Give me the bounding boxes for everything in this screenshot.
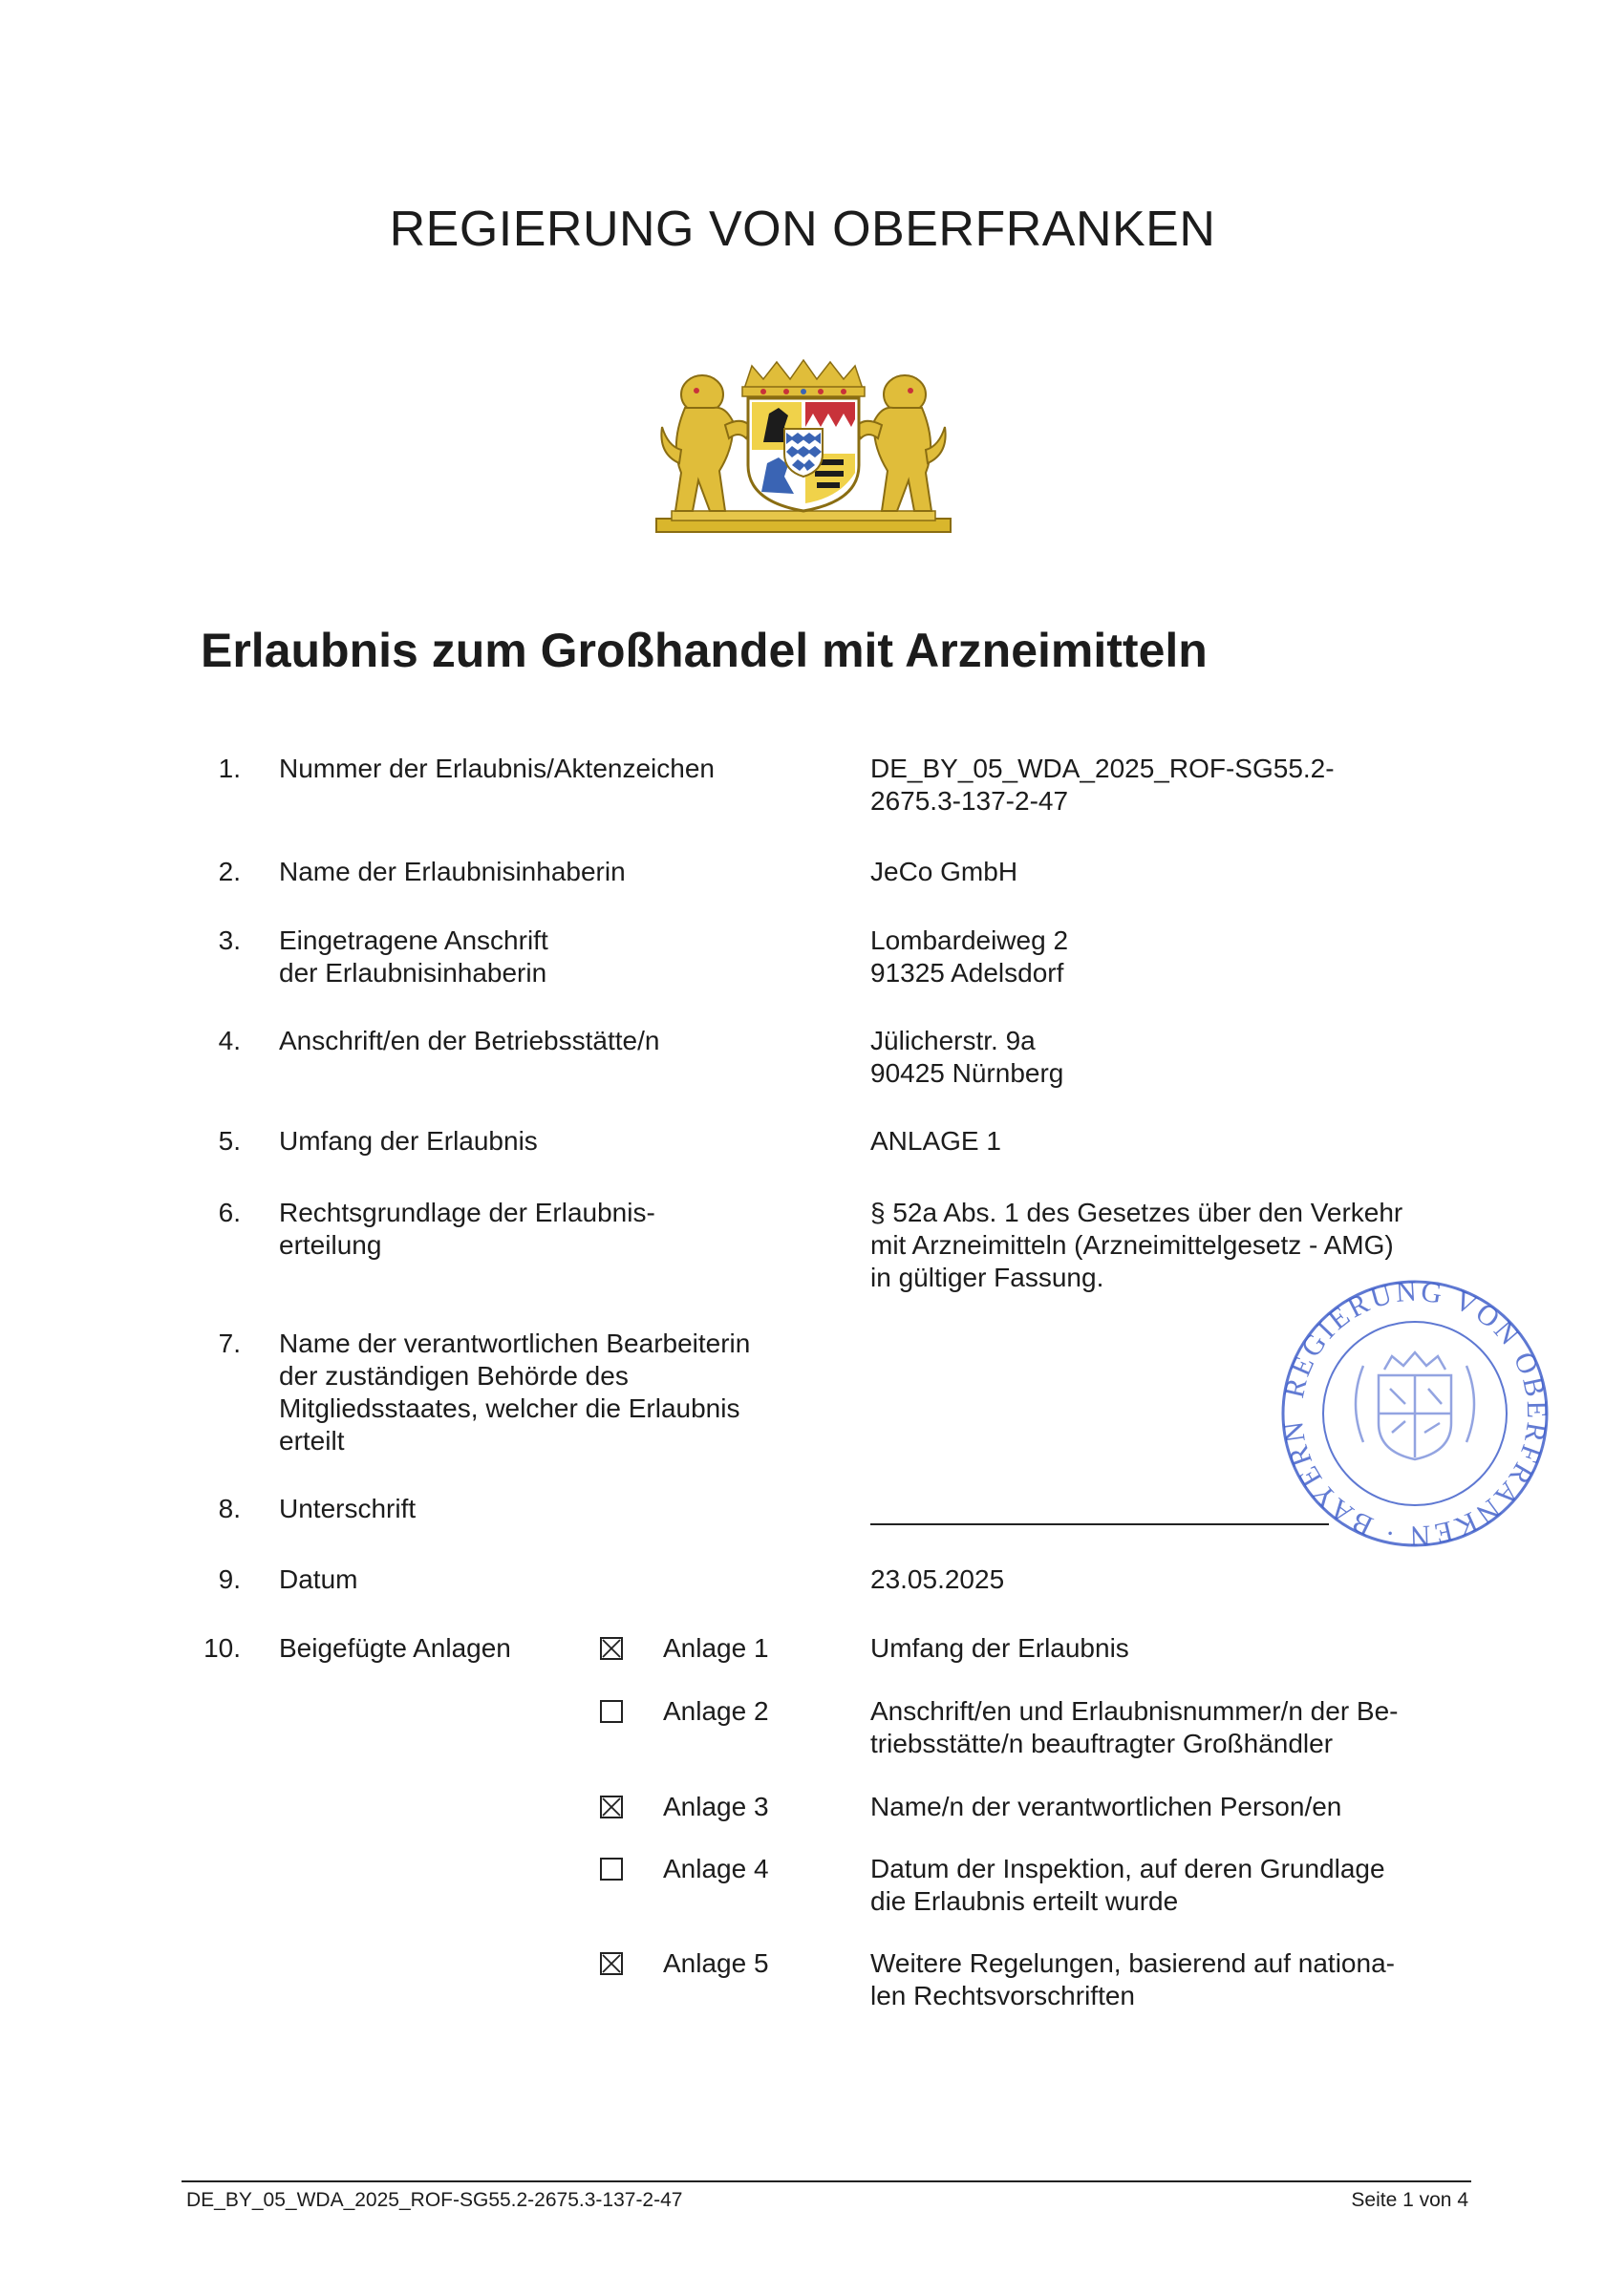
attachment-checkbox: [600, 1952, 623, 1975]
footer-reference: DE_BY_05_WDA_2025_ROF-SG55.2-2675.3-137-2-47: [186, 2189, 683, 2211]
item-value: JeCo GmbH: [870, 857, 1018, 886]
item-value: mit Arzneimitteln (Arzneimittelgesetz - AMG): [870, 1230, 1394, 1260]
item-label: Umfang der Erlaubnis: [279, 1126, 538, 1156]
attachment-description: Weitere Regelungen, basierend auf nationa-: [870, 1948, 1395, 1978]
item-label: Anschrift/en der Betriebsstätte/n: [279, 1026, 660, 1055]
item-number: 5.: [218, 1126, 241, 1156]
attachment-description: Datum der Inspektion, auf deren Grundlage: [870, 1854, 1385, 1883]
signature-line: [870, 1523, 1329, 1525]
item-value: DE_BY_05_WDA_2025_ROF-SG55.2-: [870, 754, 1335, 783]
attachment-checkbox: [600, 1858, 623, 1881]
item-number: 8.: [218, 1494, 241, 1523]
attachment-checkbox: [600, 1700, 623, 1723]
attachment-name: Anlage 1: [663, 1633, 769, 1663]
item-value: Jülicherstr. 9a: [870, 1026, 1036, 1055]
item-number: 10.: [203, 1633, 241, 1663]
item-label: Rechtsgrundlage der Erlaubnis-: [279, 1198, 655, 1227]
item-number: 6.: [218, 1198, 241, 1227]
item-value: 91325 Adelsdorf: [870, 958, 1064, 988]
item-value: § 52a Abs. 1 des Gesetzes über den Verkehr: [870, 1198, 1403, 1227]
attachment-description: die Erlaubnis erteilt wurde: [870, 1886, 1179, 1916]
attachment-checkbox: [600, 1637, 623, 1660]
document-title: Erlaubnis zum Großhandel mit Arzneimitteln: [201, 624, 1208, 677]
official-stamp-icon: [1272, 1270, 1558, 1557]
coat-of-arms-icon: [653, 358, 954, 540]
attachment-description: len Rechtsvorschriften: [870, 1981, 1136, 2010]
attachment-description: Umfang der Erlaubnis: [870, 1633, 1129, 1663]
item-label: Name der verantwortlichen Bearbeiterin: [279, 1329, 751, 1358]
attachment-name: Anlage 2: [663, 1696, 769, 1726]
item-label: der Erlaubnisinhaberin: [279, 958, 547, 988]
attachment-description: Name/n der verantwortlichen Person/en: [870, 1792, 1342, 1821]
attachments-label: Beigefügte Anlagen: [279, 1633, 511, 1663]
issuing-authority: REGIERUNG VON OBERFRANKEN: [389, 202, 1216, 257]
item-value: 2675.3-137-2-47: [870, 786, 1069, 816]
item-label: Datum: [279, 1564, 358, 1594]
item-value: Lombardeiweg 2: [870, 925, 1069, 955]
item-label: Unterschrift: [279, 1494, 417, 1523]
item-number: 7.: [218, 1329, 241, 1358]
item-value: 23.05.2025: [870, 1564, 1005, 1594]
attachment-description: triebsstätte/n beauftragter Großhändler: [870, 1729, 1334, 1758]
item-number: 4.: [218, 1026, 241, 1055]
item-value: in gültiger Fassung.: [870, 1263, 1104, 1292]
item-value: ANLAGE 1: [870, 1126, 1001, 1156]
attachment-name: Anlage 3: [663, 1792, 769, 1821]
item-label: der zuständigen Behörde des: [279, 1361, 629, 1391]
item-value: 90425 Nürnberg: [870, 1058, 1064, 1088]
item-label: erteilt: [279, 1426, 345, 1456]
item-label: Nummer der Erlaubnis/Aktenzeichen: [279, 754, 715, 783]
item-number: 3.: [218, 925, 241, 955]
item-label: Eingetragene Anschrift: [279, 925, 548, 955]
footer-rule: [182, 2180, 1471, 2182]
attachment-name: Anlage 5: [663, 1948, 769, 1978]
item-number: 2.: [218, 857, 241, 886]
item-label: Mitgliedsstaates, welcher die Erlaubnis: [279, 1393, 740, 1423]
svg-text:REGIERUNG VON OBERFRANKEN · BA: REGIERUNG VON OBERFRANKEN · BAYERN: [1276, 1275, 1553, 1552]
page-number: Seite 1 von 4: [1351, 2189, 1468, 2211]
attachment-name: Anlage 4: [663, 1854, 769, 1883]
item-number: 1.: [218, 754, 241, 783]
item-label: Name der Erlaubnisinhaberin: [279, 857, 626, 886]
attachment-description: Anschrift/en und Erlaubnisnummer/n der Be-: [870, 1696, 1399, 1726]
attachment-checkbox: [600, 1796, 623, 1818]
item-label: erteilung: [279, 1230, 382, 1260]
item-number: 9.: [218, 1564, 241, 1594]
